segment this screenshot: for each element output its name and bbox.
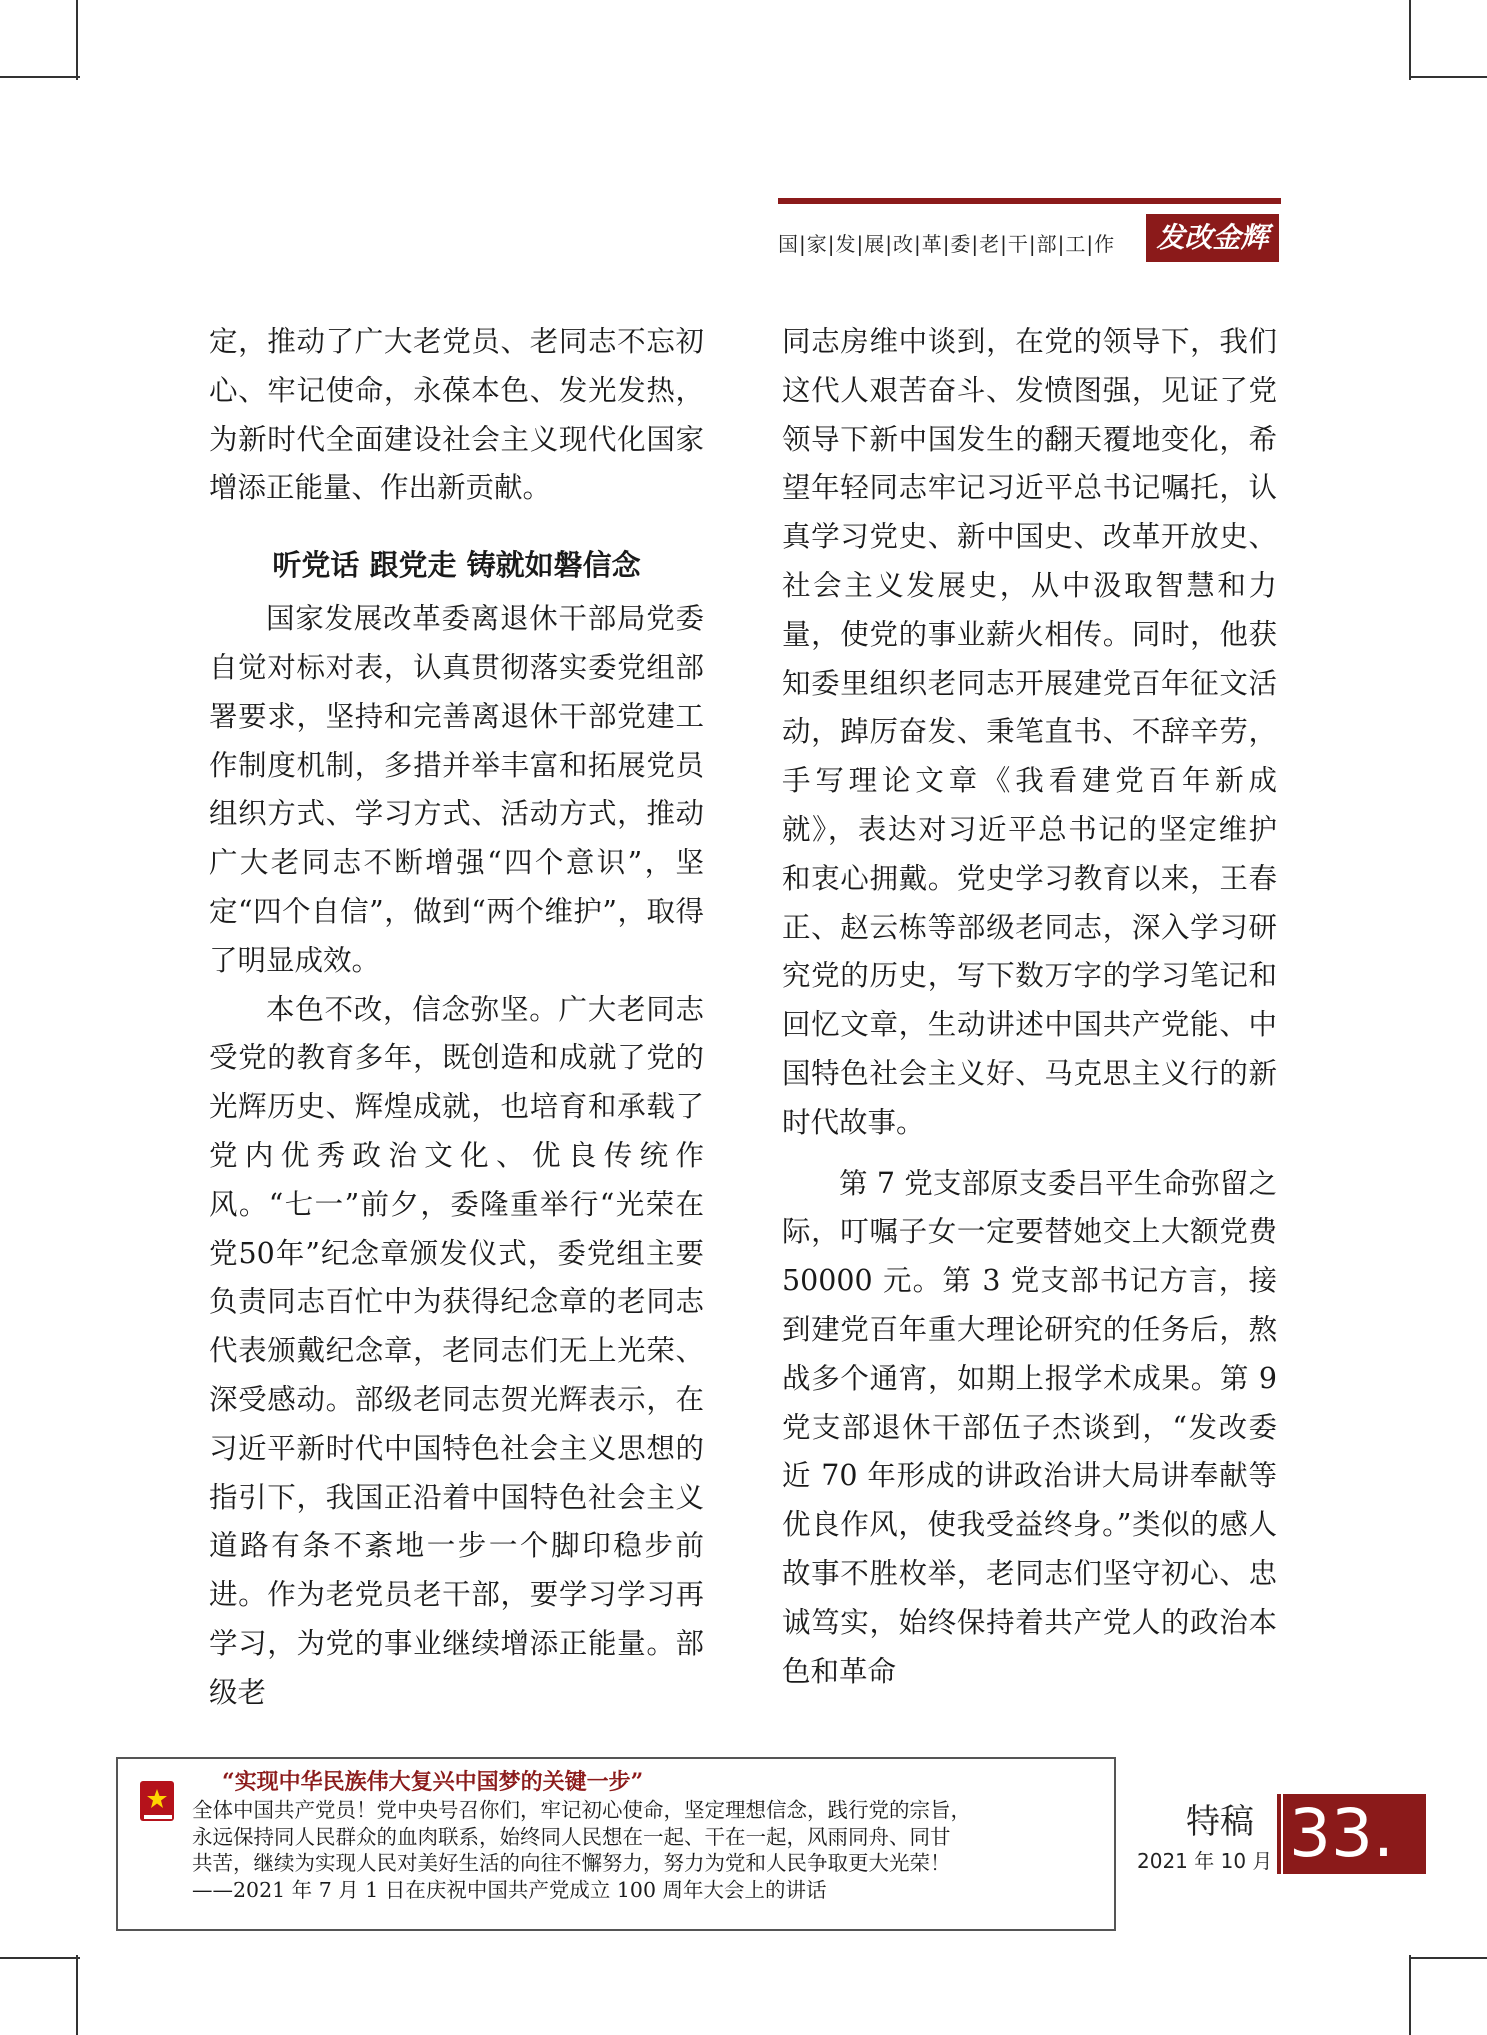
brand-badge: 发改金辉 bbox=[1146, 214, 1279, 262]
paragraph: 本色不改，信念弥坚。广大老同志受党的教育多年，既创造和成就了党的光辉历史、辉煌成就，也培育和承载了党内优秀政治文化、优良传统作风。“七一”前夕，委隆重举行“光荣在党50年”纪念章颁发仪式，委党组主要负责同志百忙中为获得纪念章的老同志代表颁戴纪念章，老同志们无上光荣、深受感动。部级老同志贺光辉表示，在习近平新时代中国特色社会主义思想的指引下，我国正沿着中国特色社会主义道路有条不紊地一步一个脚印稳步前进。作为老党员老干部，要学习学习再学习，为党的事业继续增添正能量。部级老 bbox=[209, 992, 704, 1709]
paragraph: 定，推动了广大老党员、老同志不忘初心、牢记使命，永葆本色、发光发热，为新时代全面建设社会主义现代化国家增添正能量、作出新贡献。 bbox=[209, 325, 704, 505]
crop-mark bbox=[1409, 1957, 1487, 1959]
paragraph: 国家发展改革委离退休干部局党委自觉对标对表，认真贯彻落实委党组部署要求，坚持和完善离退休干部党建工作制度机制，多措并举丰富和拓展党员组织方式、学习方式、活动方式，推动广大老同志不断增强“四个意识”，坚定“四个自信”，做到“两个维护”，取得了明显成效。 bbox=[209, 602, 704, 977]
page-number-divider bbox=[1277, 1794, 1281, 1874]
crop-mark bbox=[76, 0, 78, 80]
right-column bbox=[782, 318, 1277, 1696]
crop-mark bbox=[76, 1955, 78, 2035]
crop-mark bbox=[0, 76, 80, 78]
quote-source: ——2021 年 7 月 1 日在庆祝中国共产党成立 100 周年大会上的讲话 bbox=[192, 1877, 827, 1902]
publication-label: 国|家|发|展|改|革|委|老|干|部|工|作 bbox=[778, 232, 1116, 256]
crop-mark bbox=[0, 1957, 80, 1959]
crop-mark bbox=[1409, 1955, 1411, 2035]
section-heading: 听党话 跟党走 铸就如磐信念 bbox=[272, 548, 641, 583]
header-rule bbox=[778, 198, 1281, 204]
crop-mark bbox=[1409, 76, 1487, 78]
book-icon bbox=[138, 1779, 176, 1823]
crop-mark bbox=[1409, 0, 1411, 80]
quote-text: 永远保持同人民群众的血肉联系，始终同人民想在一起、干在一起，风雨同舟、同甘 bbox=[192, 1824, 951, 1849]
quote-text: 全体中国共产党员！党中央号召你们，牢记初心使命，坚定理想信念，践行党的宗旨， bbox=[192, 1798, 971, 1822]
quote-title: “实现中华民族伟大复兴中国梦的关键一步” bbox=[222, 1769, 644, 1795]
page-number: 33. bbox=[1283, 1794, 1426, 1874]
left-column bbox=[209, 318, 704, 1718]
section-label: 特稿 bbox=[1186, 1802, 1254, 1842]
paragraph: 同志房维中谈到，在党的领导下，我们这代人艰苦奋斗、发愤图强，见证了党领导下新中国发生的翻天覆地变化，希望年轻同志牢记习近平总书记嘱托，认真学习党史、新中国史、改革开放史、社会主义发展史，从中汲取智慧和力量，使党的事业薪火相传。同时，他获知委里组织老同志开展建党百年征文活动，踔厉奋发、秉笔直书、不辞辛劳，手写理论文章《我看建党百年新成就》，表达对习近平总书记的坚定维护和衷心拥戴。党史学习教育以来，王春正、赵云栋等部级老同志，深入学习研究党的历史，写下数万字的学习笔记和回忆文章，生动讲述中国共产党能、中国特色社会主义好、马克思主义行的新时代故事。 bbox=[782, 325, 1277, 1139]
issue-date: 2021 年 10 月 bbox=[1137, 1849, 1273, 1873]
paragraph: 第 7 党支部原支委吕平生命弥留之际，叮嘱子女一定要替她交上大额党费 50000 元。第 3 党支部书记方言，接到建党百年重大理论研究的任务后，熬战多个通宵，如期上报学术成果。第 9 党支部退休干部伍子杰谈到，“发改委近 70 年形成的讲政治讲大局讲奉献等优良作风，使我受益终身。”类似的感人故事不胜枚举，老同志们坚守初心、忠诚笃实，始终保持着共产党人的政治本色和革命 bbox=[782, 1166, 1277, 1688]
quote-text: 共苦，继续为实现人民对美好生活的向往不懈努力，努力为党和人民争取更大光荣！ bbox=[192, 1851, 951, 1875]
quote-box bbox=[116, 1757, 1116, 1931]
